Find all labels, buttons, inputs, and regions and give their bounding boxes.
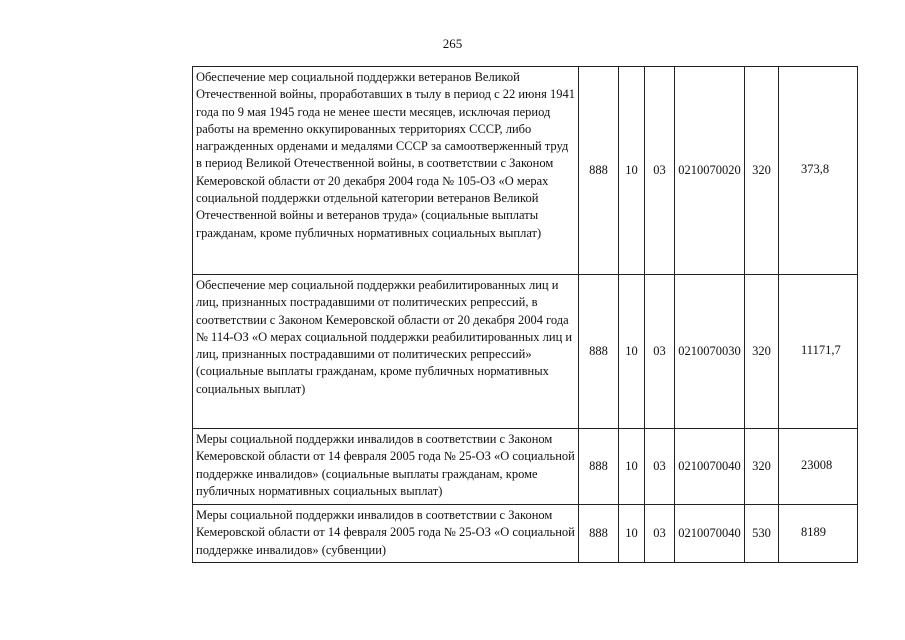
row-description: Меры социальной поддержки инвалидов в соответствии с Законом Кемеровской области от 14 февраля 2005 года № 25-ОЗ «О социальной поддержке инвалидов» (субвенции) (193, 505, 579, 563)
row-target-code: 0210070040 (675, 429, 745, 505)
row-subsection-code: 03 (645, 67, 675, 275)
row-grbs-code: 888 (579, 429, 619, 505)
row-target-code: 0210070040 (675, 505, 745, 563)
row-description: Обеспечение мер социальной поддержки реабилитированных лиц и лиц, признанных пострадавшими от политических репрессий, в соответствии с Законом Кемеровской области от 20 декабря 2004 года № 114-ОЗ «О мерах социальной поддержки реабилитированных лиц и лиц, признанных пострадавшими от политических репрессий» (социальные выплаты гражданам, кроме публичных нормативных социальных выплат) (193, 275, 579, 429)
page-number: 265 (442, 36, 463, 51)
row-amount: 373,8 (779, 67, 858, 275)
row-subsection-code: 03 (645, 429, 675, 505)
row-section-code: 10 (619, 505, 645, 563)
row-section-code: 10 (619, 67, 645, 275)
row-expense-type-code: 320 (745, 429, 779, 505)
row-expense-type-code: 320 (745, 67, 779, 275)
row-target-code: 0210070030 (675, 275, 745, 429)
row-grbs-code: 888 (579, 67, 619, 275)
row-amount: 8189 (779, 505, 858, 563)
row-target-code: 0210070020 (675, 67, 745, 275)
row-grbs-code: 888 (579, 505, 619, 563)
row-description: Обеспечение мер социальной поддержки ветеранов Великой Отечественной войны, проработавших в тылу в период с 22 июня 1941 года по 9 мая 1945 года не менее шести месяцев, исключая период работы на временно оккупированных территориях СССР, либо награжденных орденами и медалями СССР за самоотверженный труд в период Великой Отечественной войны, в соответствии с Законом Кемеровской области от 20 декабря 2004 года № 105-ОЗ «О мерах социальной поддержки отдельной категории ветеранов Великой Отечественной войны и ветеранов труда» (социальные выплаты гражданам, кроме публичных нормативных социальных выплат) (193, 67, 579, 275)
table-row (193, 275, 858, 429)
table-row (193, 505, 858, 563)
row-amount: 11171,7 (779, 275, 858, 429)
row-amount: 23008 (779, 429, 858, 505)
row-subsection-code: 03 (645, 505, 675, 563)
row-grbs-code: 888 (579, 275, 619, 429)
row-subsection-code: 03 (645, 275, 675, 429)
row-expense-type-code: 530 (745, 505, 779, 563)
row-section-code: 10 (619, 429, 645, 505)
table-row (193, 429, 858, 505)
row-section-code: 10 (619, 275, 645, 429)
table-row (193, 67, 858, 275)
budget-table (192, 66, 858, 563)
row-description: Меры социальной поддержки инвалидов в соответствии с Законом Кемеровской области от 14 февраля 2005 года № 25-ОЗ «О социальной поддержке инвалидов» (социальные выплаты гражданам, кроме публичных нормативных социальных выплат) (193, 429, 579, 505)
row-expense-type-code: 320 (745, 275, 779, 429)
